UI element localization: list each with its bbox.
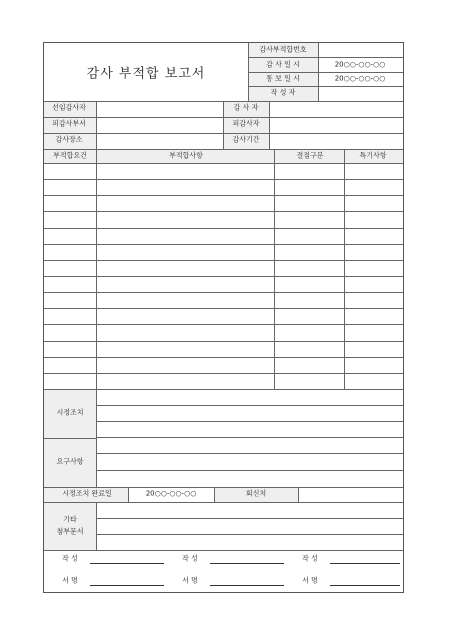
signature-sign-label: 서 명	[302, 576, 318, 585]
form-title: 감사 부적합 보고서	[86, 66, 206, 82]
corrective-row-line	[96, 470, 403, 471]
audit-place-label: 감사장소	[55, 135, 83, 144]
table-row-line	[44, 244, 403, 245]
completion-divider	[214, 487, 215, 502]
table-row-line	[44, 195, 403, 196]
auditor-label: 감 사 자	[233, 103, 259, 112]
corrective-row-line	[96, 421, 403, 422]
header-row-line	[248, 57, 403, 58]
corrective-divider	[96, 389, 97, 487]
corrective-row-line	[96, 405, 403, 406]
section-line	[44, 502, 403, 503]
table-row-line	[44, 179, 403, 180]
corrective-row-line	[96, 437, 403, 438]
header-field-label: 감사부적합번호	[259, 45, 307, 54]
header-field-label: 감 사 일 시	[266, 60, 300, 69]
table-row-line	[44, 341, 403, 342]
completion-date-value: 20○○-○○-○○	[145, 489, 197, 498]
signature-sign-label: 서 명	[62, 576, 78, 585]
table-row-line	[44, 292, 403, 293]
corrective-row-line	[96, 453, 403, 454]
signature-sign-line[interactable]	[330, 585, 400, 586]
info-divider	[96, 101, 97, 149]
col-header-remarks: 특기사항	[359, 151, 387, 160]
table-row-line	[44, 211, 403, 212]
completion-date-label: 시정조치 완료일	[62, 489, 112, 498]
header-row-line	[248, 72, 403, 73]
table-col-divider	[274, 149, 275, 389]
signature-writer-line[interactable]	[210, 563, 284, 564]
table-row-line	[44, 276, 403, 277]
reply-to-label: 회신처	[245, 489, 267, 498]
table-row-line	[44, 228, 403, 229]
header-field-label: 작 성 자	[270, 88, 296, 97]
table-row-line	[44, 357, 403, 358]
signature-sign-line[interactable]	[90, 585, 164, 586]
table-row-line	[44, 308, 403, 309]
auditee-label: 피감사자	[232, 119, 260, 128]
col-header-requirement: 부적합요건	[53, 151, 87, 160]
auditee-dept-label: 피감사부서	[52, 119, 86, 128]
header-field-value: 20○○-○○-○○	[334, 60, 386, 69]
audit-period-label: 감사기간	[232, 135, 260, 144]
table-row-line	[44, 260, 403, 261]
table-row-line	[44, 324, 403, 325]
lead-auditor-label: 선임감사자	[52, 103, 86, 112]
section-line	[44, 487, 403, 488]
col-header-defect-class: 결점구분	[296, 151, 324, 160]
header-field-label: 통 보 일 시	[266, 74, 300, 83]
signature-writer-label: 작 성	[302, 554, 318, 563]
signature-writer-line[interactable]	[330, 563, 400, 564]
other-row-line	[96, 518, 403, 519]
section-line	[44, 149, 403, 150]
request-label: 요구사항	[56, 457, 84, 466]
table-row-line	[44, 373, 403, 374]
signature-sign-line[interactable]	[210, 585, 284, 586]
corrective-label-split	[44, 438, 96, 439]
col-header-nonconformity: 부적합사항	[169, 151, 203, 160]
info-divider	[223, 101, 224, 149]
table-col-divider	[344, 149, 345, 389]
audit-nonconformity-form	[43, 42, 404, 593]
info-divider	[269, 101, 270, 149]
other-label-shade	[44, 502, 96, 550]
other-divider	[96, 502, 97, 550]
corrective-action-label: 시정조치	[56, 408, 84, 417]
other-row-line	[96, 534, 403, 535]
section-line	[44, 389, 403, 390]
section-line	[44, 550, 403, 551]
completion-divider	[298, 487, 299, 502]
table-header-shade	[44, 149, 403, 163]
table-header-line	[44, 163, 403, 164]
signature-writer-label: 작 성	[62, 554, 78, 563]
header-row-line	[248, 86, 403, 87]
signature-sign-label: 서 명	[182, 576, 198, 585]
signature-writer-label: 작 성	[182, 554, 198, 563]
other-label: 기타	[63, 515, 77, 524]
header-field-value: 20○○-○○-○○	[334, 74, 386, 83]
completion-divider	[128, 487, 129, 502]
signature-writer-line[interactable]	[90, 563, 164, 564]
table-col-divider	[96, 149, 97, 389]
attachments-label: 첨부문서	[56, 527, 84, 536]
